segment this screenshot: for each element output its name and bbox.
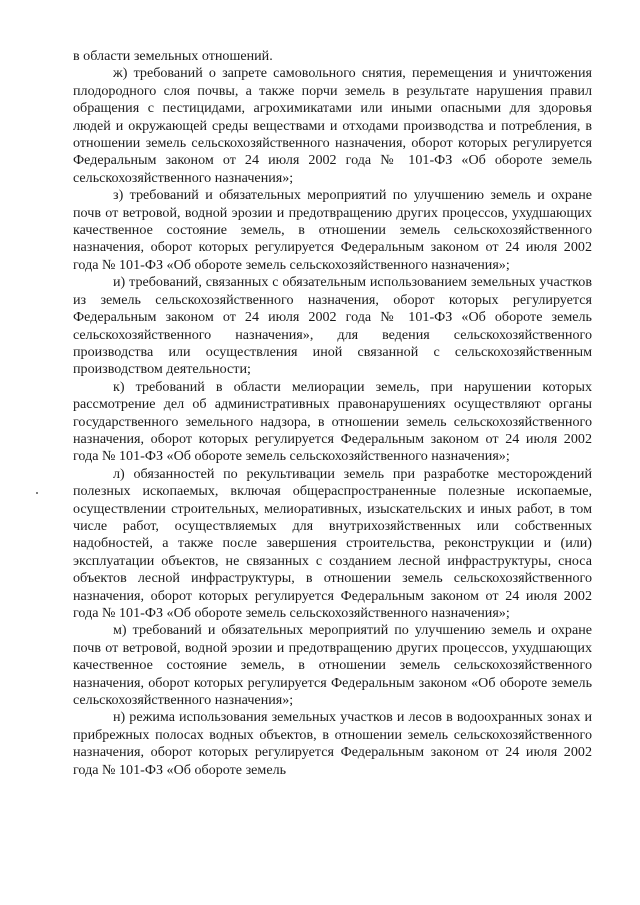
paragraph-continuation: в области земельных отношений.	[73, 48, 273, 64]
paragraph-item-n: н) режима использования земельных участков и лесов в водоохранных зонах и прибрежных полосах водных объектов, в отношении земель сельскохозяйственного назначения, оборот которых регулируется Федеральным законом от 24 июля 2002 года № 101-ФЗ «Об обороте земель	[73, 709, 592, 778]
margin-speck	[36, 492, 38, 494]
paragraph-item-k: к) требований в области мелиорации земель, при нарушении которых рассмотрение дел об административных правонарушениях осуществляют органы государственного земельного надзора, в отношении земель сельскохозяйственного назначения, оборот которых регулируется Федеральным законом от 24 июля 2002 года № 101-ФЗ «Об обороте земель сельскохозяйственного назначения»;	[73, 378, 592, 465]
document-body	[73, 48, 592, 779]
paragraph-item-zh: ж) требований о запрете самовольного снятия, перемещения и уничтожения плодородного слоя почвы, а также порчи земель в результате нарушения правил обращения с пестицидами, агрохимикатами или иными опасными для здоровья людей и окружающей среды веществами и отходами производства и потребления, в отношении земель сельскохозяйственного назначения, оборот которых регулируется Федеральным законом от 24 июля 2002 года № 101-ФЗ «Об обороте земель сельскохозяйственного назначения»;	[73, 65, 592, 186]
paragraph-item-m: м) требований и обязательных мероприятий по улучшению земель и охране почв от ветровой, водной эрозии и предотвращению других процессов, ухудшающих качественное состояние земель, в отношении земель сельскохозяйственного назначения, оборот которых регулируется Федеральным законом «Об обороте земель сельскохозяйственного назначения»;	[73, 622, 592, 709]
paragraph-item-i: и) требований, связанных с обязательным использованием земельных участков из земель сельскохозяйственного назначения, оборот которых регулируется Федеральным законом от 24 июля 2002 года № 101-ФЗ «Об обороте земель сельскохозяйственного назначения», для ведения сельскохозяйственного производства или осуществления иной связанной с сельскохозяйственным производством деятельности;	[73, 274, 592, 378]
paragraph-item-z: з) требований и обязательных мероприятий по улучшению земель и охране почв от ветровой, водной эрозии и предотвращению других процессов, ухудшающих качественное состояние земель, в отношении земель сельскохозяйственного назначения, оборот которых регулируется Федеральным законом от 24 июля 2002 года № 101-ФЗ «Об обороте земель сельскохозяйственного назначения»;	[73, 187, 592, 273]
paragraph-item-l: л) обязанностей по рекультивации земель при разработке месторождений полезных ископаемых, включая общераспространенные полезные ископаемые, осуществлении строительных, мелиоративных, изыскательских и иных работ, в том числе работ, осуществляемых для внутрихозяйственных или собственных надобностей, а также после завершения строительства, реконструкции и (или) эксплуатации объектов, не связанных с созданием лесной инфраструктуры, сноса объектов лесной инфраструктуры, в отношении земель сельскохозяйственного назначения, оборот которых регулируется Федеральным законом от 24 июля 2002 года № 101-ФЗ «Об обороте земель сельскохозяйственного назначения»;	[73, 465, 592, 621]
